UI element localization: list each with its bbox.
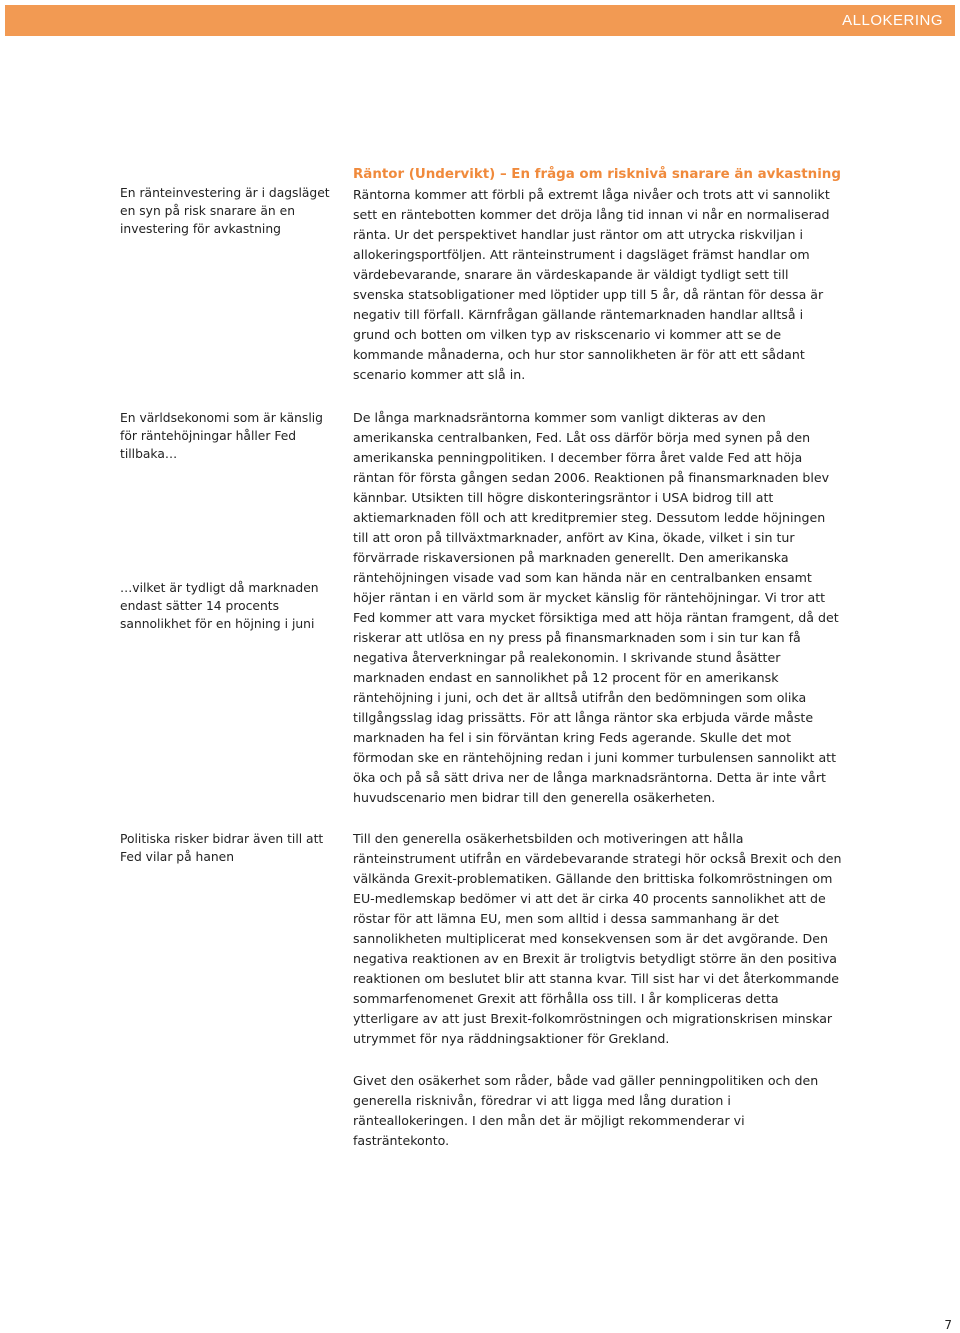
section-heading: Räntor (Undervikt) – En fråga om risknivå snarare än avkastning — [353, 167, 841, 182]
sidenote-world-economy: En världsekonomi som är känslig för räntehöjningar håller Fed tillbaka… — [120, 411, 323, 461]
sidenote-political-risks: Politiska risker bidrar även till att Fed vilar på hanen — [120, 832, 324, 864]
section-label: ALLOKERING — [842, 12, 943, 29]
section-header-bar — [5, 5, 955, 36]
sidenote-market-probability: …vilket är tydligt då marknaden endast sätter 14 procents sannolikhet för en höjning i juni — [120, 581, 319, 631]
body-section-rates — [353, 165, 843, 385]
sidenote-risk-view: En ränteinvestering är i dagsläget en syn på risk snarare än en investering för avkastning — [120, 186, 330, 236]
body-paragraph: Räntorna kommer att förbli på extremt låga nivåer och trots att vi sannolikt sett en räntebotten kommer det dröja lång tid innan vi når en normaliserad ränta. Ur det perspektivet handlar just räntor om att utrycka riskviljan i allokeringsportföljen. Att ränteinstrument i dagsläget främst handlar om värdebevarande, snarare än värdeskapande är väldigt tydligt sett till svenska statsobligationer med löptider upp till 5 år, då räntan för dessa är negativ till förfall. Kärnfrågan gällande räntemarknaden handlar alltså i grund och botten om vilken typ av riskscenario vi kommer att se de kommande månaderna, och hur stor sannolikheten är för att ett sådant scenario kommer att slå in. — [353, 187, 830, 382]
body-paragraph: Givet den osäkerhet som råder, både vad gäller penningpolitiken och den generella risknivån, föredrar vi att ligga med lång duration i ränteallokeringen. I den mån det är möjligt rekommenderar vi fasträntekonto. — [353, 1073, 819, 1148]
body-paragraph: De långa marknadsräntorna kommer som vanligt dikteras av den amerikanska centralbanken, Fed. Låt oss därför börja med synen på den amerikanska penningpolitiken. I december förra året valde Fed att höja räntan för första gången sedan 2006. Reaktionen på finansmarknaden blev kännbar. Utsikten till högre diskonteringsräntor i USA bidrog till att aktiemarknaden föll och att kreditpremier steg. Dessutom ledde höjningen till att oron på tillväxtmarknader, anfört av Kina, ökade, vilket i sin tur förvärrade riskaversionen på marknaden generellt. Den amerikanska räntehöjningen visade vad som kan hända när en centralbanken ensamt höjer räntan i en värld som är mycket känslig för räntehöjningar. Vi tror att Fed kommer att vara mycket försiktiga med att höja räntan framgent, då det riskerar att utlösa en ny press på finansmarknaden som i sin tur kan få negativa återverkningar på realekonomin. I skrivande stund åsätter marknaden endast en sannolikhet på 12 procent för en amerikansk räntehöjning i juni, och det är alltså utifrån den bedömningen som olika tillgångsslag idag prissätts. För att långa räntor ska erbjuda värde måste marknaden ha fel i sin förväntan kring Feds agerande. Skulle det mot förmodan ske en räntehöjning redan i juni kommer turbulensen sannolikt att öka och på så sätt driva ner de långa marknadsräntorna. Detta är inte vårt huvudscenario men bidrar till den generella osäkerheten. — [353, 410, 839, 805]
page-number: 7 — [944, 1318, 952, 1332]
body-paragraph: Till den generella osäkerhetsbilden och motiveringen att hålla ränteinstrument utifrån en värdebevarande strategi hör också Brexit och den välkända Grexit-problematiken. Gällande den brittiska folkomröstningen om EU-medlemskap bedömer vi att det är cirka 40 procents sannolikhet att de röstar för att lämna EU, men som alltid i dessa sammanhang är det sannolikheten multiplicerat med konsekvensen som är det avgörande. Den negativa reaktionen av en Brexit är troligtvis betydligt större än den positiva reaktionen om beslutet blir att stanna kvar. Till sist har vi det återkommande sommarfenomenet Grexit att förhålla oss till. I år kompliceras detta ytterligare av att just Brexit-folkomröstningen och migrationskrisen minskar utrymmet för nya räddningsaktioner för Grekland. — [353, 831, 842, 1046]
